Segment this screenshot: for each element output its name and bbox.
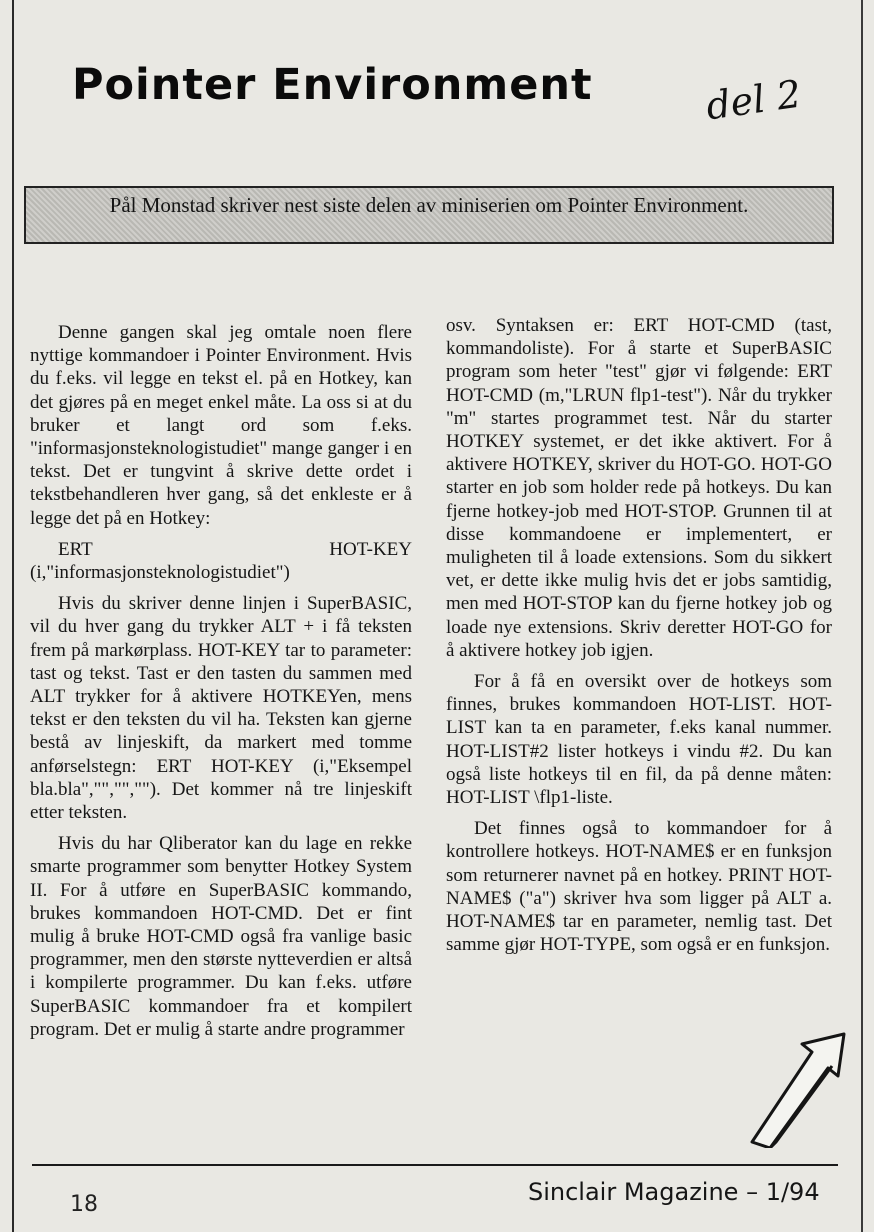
intro-box: Pål Monstad skriver nest siste delen av miniserien om Pointer Environment. bbox=[24, 186, 834, 244]
paragraph-qliberator: Hvis du har Qliberator kan du lage en rekke smarte programmer som benytter Hotkey System II. For å utføre en SuperBASIC kommando, brukes kommandoen HOT-CMD. Det er fint mulig å bruke HOT-CMD også fra vanlige basic programmer, men den største nytteverdien er altså i kompilerte programmer. Du kan f.eks. utføre SuperBASIC kommandoer fra et kompilert program. Det er mulig å starte andre programmer bbox=[30, 833, 412, 1040]
right-column bbox=[446, 314, 832, 964]
magazine-name: Sinclair Magazine – 1/94 bbox=[528, 1178, 820, 1206]
article-title: Pointer Environment bbox=[72, 60, 593, 110]
paragraph-hot-list: For å få en oversikt over de hotkeys som finnes, brukes kommandoen HOT-LIST. HOT-LIST kan ta en parameter, f.eks kanal nummer. HOT-LIST#2 lister hotkeys i vindu #2. Du kan også liste hotkeys til en fil, da på denne måten: HOT-LIST \flp1-liste. bbox=[446, 671, 832, 809]
footer-rule bbox=[32, 1164, 838, 1166]
page-number: 18 bbox=[70, 1192, 98, 1217]
part-label-handwritten: del 2 bbox=[703, 71, 804, 129]
page-border-right bbox=[861, 0, 863, 1232]
left-column bbox=[30, 321, 412, 1049]
paragraph-superbasic: Hvis du skriver denne linjen i SuperBASIC, vil du hver gang du trykker ALT + i få teksten frem på markørplass. HOT-KEY tar to parameter: tast og tekst. Tast er den tasten du sammen med ALT trykker for å aktivere HOTKEYen, mens tekst er den teksten du vil ha. Teksten kan gjerne bestå av linjeskift, da markert med tomme anførselstegn: ERT HOT-KEY (i,"Eksempel bla.bla","","",""). Det kommer nå tre linjeskift etter teksten. bbox=[30, 593, 412, 824]
paragraph-intro: Denne gangen skal jeg omtale noen flere nyttige kommandoer i Pointer Environment. Hvis du f.eks. vil legge en tekst el. på en Hotkey, kan det gjøres på en meget enkel måte. La oss si at du bruker et langt ord som f.eks. "informasjonsteknologistudiet" mange ganger i en tekst. Det er tungvint å skrive dette ordet i tekstbehandleren hver gang, så det enkleste er å legge det på en Hotkey: bbox=[30, 322, 412, 529]
paragraph-hot-name: Det finnes også to kommandoer for å kontrollere hotkeys. HOT-NAME$ er en funksjon som returnerer navnet på en hotkey. PRINT HOT-NAME$ ("a") skriver hva som ligger på ALT a. HOT-NAME$ tar en parameter, nemlig tast. Det samme gjør HOT-TYPE, som også er en funksjon. bbox=[446, 818, 832, 956]
paragraph-code-example: ERT HOT-KEY (i,"informasjonsteknologistudiet") bbox=[30, 538, 412, 584]
paragraph-syntax: osv. Syntaksen er: ERT HOT-CMD (tast, kommandoliste). For å starte et SuperBASIC program som heter "test" gjør vi følgende: ERT HOT-CMD (m,"LRUN flp1-test"). Når du trykker "m" startes programmet test. Når du starter HOTKEY systemet, er det ikke aktivert. For å aktivere HOTKEY, skriver du HOT-GO. HOT-GO starter en job som holder rede på hotkeys. Du kan fjerne hotkey-job med HOT-STOP. Grunnen til at disse kommandoene er implementert, er muligheten til å loade extensions. Som du sikkert vet, er dette ikke mulig hvis det er jobs samtidig, men med HOT-STOP kan du fjerne hotkey job og loade nye extensions. Skriv deretter HOT-GO for å aktivere hotkey job igjen. bbox=[446, 315, 832, 661]
arrow-up-icon bbox=[746, 1030, 850, 1148]
page-border-left bbox=[12, 0, 14, 1232]
